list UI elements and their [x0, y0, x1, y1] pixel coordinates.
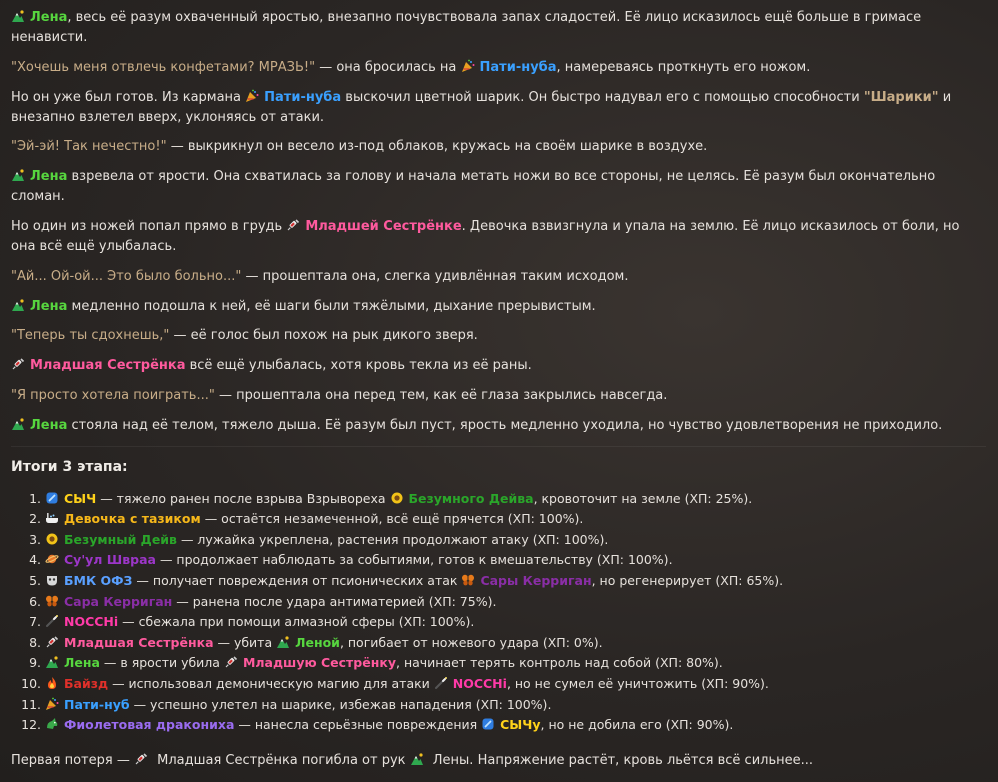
character-name: Безумный Дейв — [64, 531, 177, 547]
list-item — [45, 571, 986, 592]
character-name: Лена — [30, 169, 68, 185]
character-name: NOCCHi — [64, 614, 119, 630]
list-item — [45, 612, 986, 633]
result-text: — тяжело ранен после взрыва Взрывореха — [96, 490, 390, 506]
quote-text: "Ай... Ой-ой... Это было больно..." — [11, 268, 242, 284]
story-paragraph — [11, 267, 986, 287]
character-name: Пати-нуба — [264, 89, 342, 105]
party-popper-icon — [461, 59, 475, 73]
quote-text: "Эй-эй! Так нечестно!" — [11, 139, 167, 155]
blue-shield-icon — [481, 717, 495, 731]
story-text: — её голос был похож на рык дикого зверя. — [169, 328, 478, 344]
story-text: — прошептала она перед тем, как её глаза закрылись навсегда. — [214, 387, 668, 403]
summary-title: Итоги 3 этапа: — [11, 458, 128, 475]
character-name: NOCCHi — [452, 675, 507, 691]
character-name: Сара Керриган — [64, 593, 173, 609]
result-text: — в ярости убила — [99, 655, 224, 671]
story-text: — она бросилась на — [315, 59, 461, 75]
blue-shield-icon — [45, 491, 59, 505]
character-name: Младшая Сестрёнка — [64, 634, 214, 650]
character-name: Безумного Дейва — [408, 490, 534, 506]
story-text: , весь её разум охваченный яростью, внезапно почувствовала запах сладостей. Её лицо исказилось ещё больше в гримасе ненависти. — [11, 10, 922, 45]
character-name: Лена — [30, 10, 68, 25]
story-text: выскочил цветной шарик. Он быстро надувал его с помощью способности — [341, 89, 864, 105]
butterfly-icon — [45, 594, 59, 608]
list-item — [45, 509, 986, 530]
sunflower-icon — [45, 532, 59, 546]
final-text: Младшая Сестрёнка погибла от рук — [152, 752, 410, 768]
result-text: , кровоточит на земле (ХП: 25%). — [533, 490, 753, 506]
character-name: Младшую Сестрёнку — [242, 655, 396, 671]
character-name: Младшей Сестрёнке — [305, 218, 462, 234]
mountain-icon — [45, 655, 59, 669]
character-name: БМК ОФЗ — [64, 572, 133, 588]
story-text: — прошептала она, слегка удивлённая таким исходом. — [241, 268, 629, 284]
result-text: — нанесла серьёзные повреждения — [234, 717, 482, 733]
quote-text: "Хочешь меня отвлечь конфетами? МРАЗЬ!" — [11, 59, 316, 75]
quote-text: "Я просто хотела поиграть..." — [11, 387, 215, 403]
character-name: Байзд — [64, 675, 109, 691]
result-text: — получает повреждения от псионических атак — [132, 572, 462, 588]
story-text: . Девочка взвизгнула и упала на землю. Её лицо исказилось от боли, но она всё ещё улыбалась. — [11, 218, 960, 254]
wand-icon — [45, 614, 59, 628]
character-name: СЫЧ — [64, 490, 97, 506]
story-paragraph — [11, 58, 986, 78]
result-text: — успешно улетел на шарике, избежав нападения (ХП: 100%). — [129, 696, 552, 712]
character-name: Фиолетовая дракониха — [64, 717, 235, 733]
list-item — [45, 592, 986, 613]
character-name: СЫЧу — [500, 717, 541, 733]
story-paragraph — [11, 137, 986, 157]
character-name: Девочка с тазиком — [64, 511, 201, 527]
result-text: , но не сумел её уничтожить (ХП: 90%). — [506, 675, 769, 691]
mountain-icon — [11, 168, 25, 182]
result-text: , погибает от ножевого удара (ХП: 0%). — [339, 634, 603, 650]
story-text: , намереваясь проткнуть его ножом. — [556, 59, 811, 75]
mountain-icon — [276, 635, 290, 649]
result-text: — продолжает наблюдать за событиями, готов к вмешательству (ХП: 100%). — [155, 552, 673, 568]
mountain-icon — [11, 417, 25, 431]
list-item — [45, 674, 986, 695]
list-item — [45, 633, 986, 654]
story-text: Но один из ножей попал прямо в грудь — [11, 218, 287, 234]
results-list — [11, 489, 986, 736]
final-paragraph — [11, 751, 986, 771]
story-paragraph — [11, 326, 986, 346]
character-name: Пати-нуба — [479, 59, 557, 75]
divider — [11, 446, 986, 447]
list-item — [45, 550, 986, 571]
story-paragraph — [11, 88, 986, 128]
result-text: — лужайка укреплена, растения продолжают атаку (ХП: 100%). — [176, 531, 609, 547]
list-item — [45, 489, 986, 510]
syringe-icon — [45, 635, 59, 649]
result-text: — убита — [213, 634, 277, 650]
skill-name: "Шарики" — [863, 89, 939, 105]
story-text: и внезапно взлетел вверх, уклоняясь от атаки. — [11, 89, 952, 125]
story-paragraph — [11, 167, 986, 207]
syringe-icon — [134, 752, 148, 766]
result-text: — использовал демоническую магию для атаки — [108, 675, 434, 691]
result-text: — остаётся незамеченной, всё ещё прячется (ХП: 100%). — [200, 511, 584, 527]
skull-mask-icon — [45, 573, 59, 587]
party-popper-icon — [45, 697, 59, 711]
final-text: Лены. Напряжение растёт, кровь льётся всё сильнее... — [428, 752, 814, 768]
list-item — [45, 530, 986, 551]
list-item — [45, 695, 986, 716]
result-text: , но регенерирует (ХП: 65%). — [591, 572, 784, 588]
list-item — [45, 715, 986, 736]
story-text: Но он уже был готов. Из кармана — [11, 89, 246, 105]
fire-icon — [45, 676, 59, 690]
butterfly-icon — [461, 573, 475, 587]
story-paragraph — [11, 356, 986, 376]
character-name: Пати-нуб — [64, 696, 130, 712]
wand-icon — [434, 676, 448, 690]
result-text: , но не добила его (ХП: 90%). — [540, 717, 734, 733]
story-paragraph — [11, 8, 986, 48]
story-paragraph — [11, 416, 986, 436]
story-text: стояла над её телом, тяжело дыша. Её разум был пуст, ярость медленно уходила, но чувство удовлетворения не приходило. — [67, 417, 943, 433]
character-name: Леной — [295, 634, 340, 650]
bathtub-icon — [45, 511, 59, 525]
story-text: всё ещё улыбалась, хотя кровь текла из её раны. — [185, 358, 532, 374]
chat-message — [11, 8, 986, 780]
syringe-icon — [286, 218, 300, 232]
mountain-icon — [11, 9, 25, 23]
character-name: Лена — [64, 655, 100, 671]
story-paragraph — [11, 386, 986, 406]
story-text: медленно подошла к ней, её шаги были тяжёлыми, дыхание прерывистым. — [67, 298, 596, 314]
syringe-icon — [224, 655, 238, 669]
character-name: Сары Керриган — [480, 572, 592, 588]
result-text: — сбежала при помощи алмазной сферы (ХП: 100%). — [118, 614, 475, 630]
character-name: Лена — [30, 298, 68, 314]
character-name: Лена — [30, 417, 68, 433]
result-text: , начинает терять контроль над собой (ХП: 80%). — [396, 655, 723, 671]
story-paragraph — [11, 297, 986, 317]
mountain-icon — [410, 752, 424, 766]
syringe-icon — [11, 357, 25, 371]
quote-text: "Теперь ты сдохнешь," — [11, 328, 170, 344]
mountain-icon — [11, 298, 25, 312]
character-name: Су'ул Швраа — [64, 552, 156, 568]
story-text: взревела от ярости. Она схватилась за голову и начала метать ножи во все стороны, не целясь. Её разум был окончательно сломан. — [11, 169, 936, 205]
dragon-icon — [45, 717, 59, 731]
story-paragraph — [11, 217, 986, 257]
result-text: — ранена после удара антиматерией (ХП: 75%). — [172, 593, 497, 609]
character-name: Младшая Сестрёнка — [30, 358, 186, 374]
sunflower-icon — [390, 491, 404, 505]
story-text: — выкрикнул он весело из-под облаков, кружась на своём шарике в воздухе. — [166, 139, 708, 155]
party-popper-icon — [245, 89, 259, 103]
final-text: Первая потеря — — [11, 752, 134, 768]
planet-icon — [45, 552, 59, 566]
list-item — [45, 653, 986, 674]
